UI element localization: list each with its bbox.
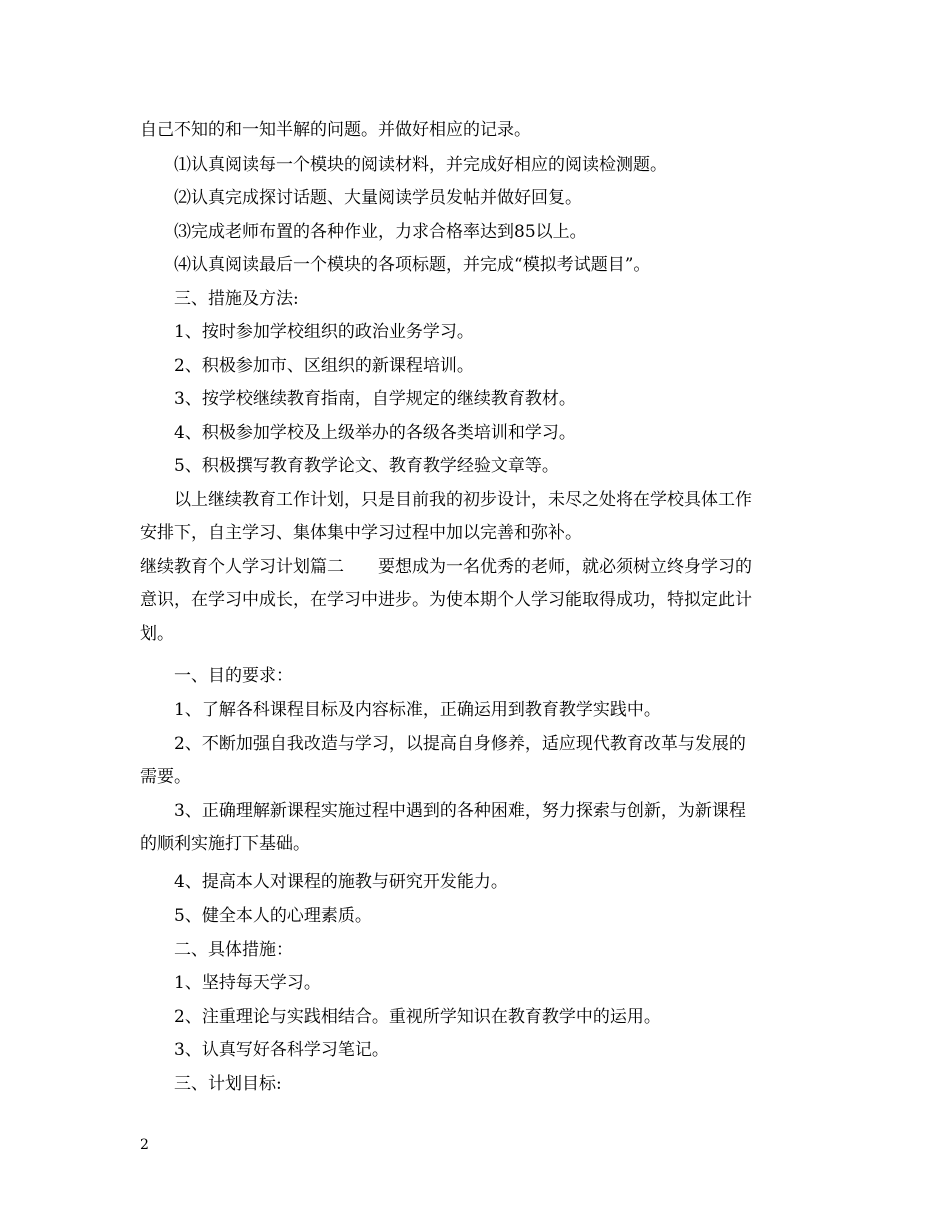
list-item: ⑷认真阅读最后一个模块的各项标题，并完成“模拟考试题目”。 [174, 255, 651, 275]
list-item-continuation: 需要。 [140, 767, 191, 787]
list-item: 5、积极撰写教育教学论文、教育教学经验文章等。 [174, 456, 559, 476]
list-item: 2、积极参加市、区组织的新课程培训。 [174, 356, 474, 376]
list-item-continuation: 的顺利实施打下基础。 [140, 834, 310, 854]
section-heading: 一、目的要求： [174, 666, 293, 686]
section-heading: 三、措施及方法: [174, 289, 299, 309]
list-item: 1、了解各科课程目标及内容标准，正确运用到教育教学实践中。 [174, 700, 661, 720]
body-text-line: 自己不知的和一知半解的问题。并做好相应的记录。 [140, 120, 531, 140]
list-item: 1、坚持每天学习。 [174, 973, 321, 993]
section-heading: 二、具体措施： [174, 940, 293, 960]
list-item: 3、认真写好各科学习笔记。 [174, 1040, 389, 1060]
list-item: 1、按时参加学校组织的政治业务学习。 [174, 322, 474, 342]
paragraph-line: 安排下，自主学习、集体集中学习过程中加以完善和弥补。 [140, 523, 582, 543]
paragraph-line: 意识，在学习中成长，在学习中进步。为使本期个人学习能取得成功，特拟定此计 [140, 590, 752, 610]
paragraph-line: 继续教育个人学习计划篇二 要想成为一名优秀的老师，就必须树立终身学习的 [140, 557, 752, 577]
paragraph-line: 以上继续教育工作计划，只是目前我的初步设计，未尽之处将在学校具体工作 [174, 490, 752, 510]
list-item: 4、提高本人对课程的施教与研究开发能力。 [174, 872, 508, 892]
list-item: 5、健全本人的心理素质。 [174, 906, 372, 926]
list-item: ⑴认真阅读每一个模块的阅读材料，并完成好相应的阅读检测题。 [174, 155, 667, 175]
list-item: ⑵认真完成探讨话题、大量阅读学员发帖并做好回复。 [174, 188, 582, 208]
list-item: 3、按学校继续教育指南，自学规定的继续教育教材。 [174, 389, 576, 409]
list-item: 4、积极参加学校及上级举办的各级各类培训和学习。 [174, 423, 576, 443]
list-item: 2、注重理论与实践相结合。重视所学知识在教育教学中的运用。 [174, 1007, 661, 1027]
list-item: ⑶完成老师布置的各种作业，力求合格率达到85以上。 [174, 222, 587, 242]
page-number: 2 [140, 1137, 149, 1153]
section-heading: 三、计划目标: [174, 1074, 282, 1094]
list-item: 3、正确理解新课程实施过程中遇到的各种困难，努力探索与创新，为新课程 [174, 801, 746, 821]
paragraph-line: 划。 [140, 624, 174, 644]
list-item: 2、不断加强自我改造与学习，以提高自身修养，适应现代教育改革与发展的 [174, 734, 746, 754]
